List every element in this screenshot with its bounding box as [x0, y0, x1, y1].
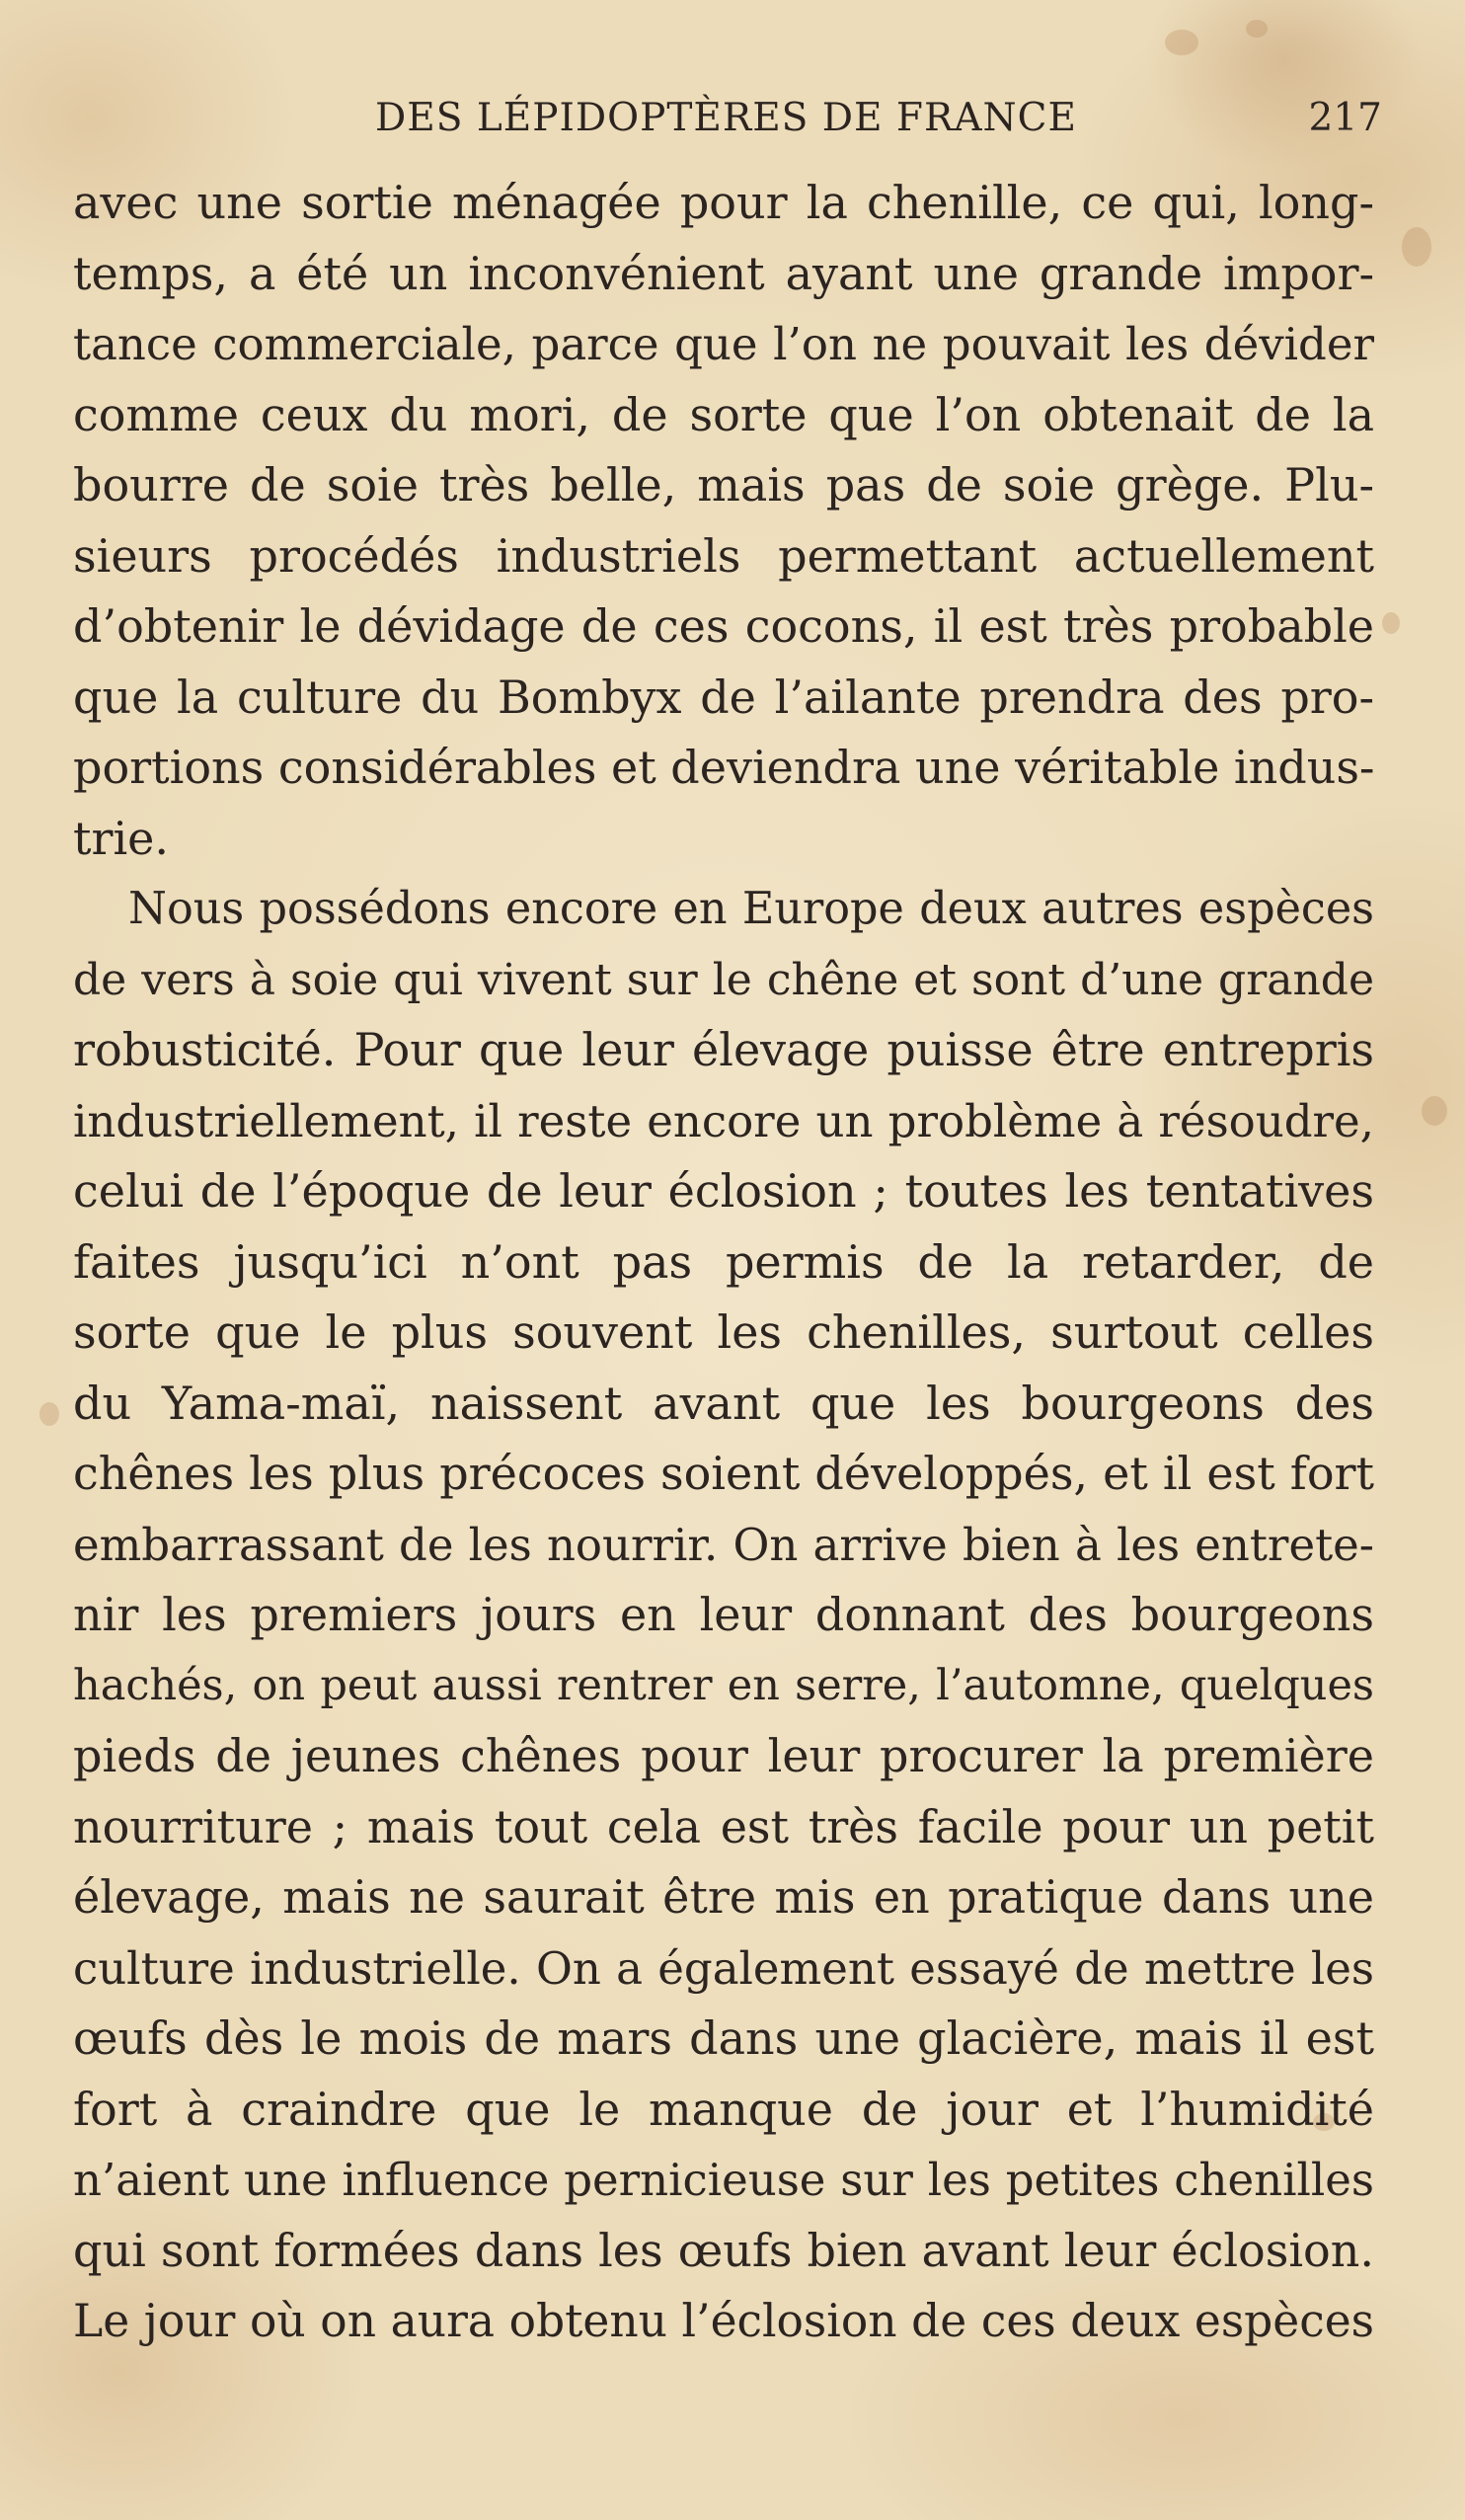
body-text: [73, 168, 1374, 2357]
text-line: hachés, on peut aussi rentrer en serre, l’automne, quelques: [73, 1660, 1374, 1710]
text-line: portions considérables et deviendra une véritable indus-: [73, 741, 1375, 794]
text-line: industriellement, il reste encore un problème à résoudre,: [73, 1094, 1374, 1147]
text-line: robusticité. Pour que leur élevage puisse être entrepris: [73, 1023, 1374, 1076]
text-line: œufs dès le mois de mars dans une glacière, mais il est: [73, 2011, 1374, 2065]
text-line: fort à craindre que le manque de jour et l’humidité: [73, 2082, 1374, 2136]
text-line: que la culture du Bombyx de l’ailante prendra des pro-: [73, 669, 1374, 724]
text-line: temps, a été un inconvénient ayant une grande impor-: [73, 246, 1374, 300]
text-line: nourriture ; mais tout cela est très facile pour un petit: [73, 1799, 1374, 1853]
text-line: n’aient une influence pernicieuse sur les petites chenilles: [73, 2154, 1374, 2206]
text-line: Le jour où on aura obtenu l’éclosion de ces deux espèces: [73, 2295, 1374, 2347]
page-number: 217: [1308, 96, 1382, 140]
text-line: sieurs procédés industriels permettant actuellement: [73, 528, 1374, 583]
text-line: pieds de jeunes chênes pour leur procurer la première: [73, 1729, 1374, 1782]
text-line: du Yama-maï, naissent avant que les bourgeons des: [73, 1376, 1374, 1430]
text-line: celui de l’époque de leur éclosion ; toutes les tentatives: [73, 1164, 1374, 1218]
page-header: [69, 91, 1382, 146]
text-line: élevage, mais ne saurait être mis en pratique dans une: [73, 1870, 1374, 1924]
text-line: avec une sortie ménagée pour la chenille, ce qui, long-: [73, 176, 1374, 229]
text-line: comme ceux du mori, de sorte que l’on obtenait de la: [73, 387, 1374, 441]
text-line: nir les premiers jours en leur donnant des bourgeons: [73, 1588, 1374, 1641]
text-line: embarrassant de les nourrir. On arrive bien à les entrete-: [73, 1518, 1374, 1571]
paragraph-end-line: trie.: [73, 811, 170, 865]
text-line: d’obtenir le dévidage de ces cocons, il est très probable: [73, 599, 1374, 653]
text-line: qui sont formées dans les œufs bien avant leur éclosion.: [73, 2223, 1374, 2277]
text-line: bourre de soie très belle, mais pas de soie grège. Plu-: [73, 458, 1374, 512]
paragraph-first-line: Nous possédons encore en Europe deux autres espèces: [128, 884, 1374, 934]
text-line: sorte que le plus souvent les chenilles, surtout celles: [73, 1305, 1374, 1359]
text-line: culture industrielle. On a également essayé de mettre les: [73, 1941, 1374, 1995]
text-line: tance commerciale, parce que l’on ne pouvait les dévider: [73, 318, 1374, 370]
text-line: de vers à soie qui vivent sur le chêne et sont d’une grande: [73, 954, 1374, 1005]
running-title: DES LÉPIDOPTÈRES DE FRANCE: [375, 96, 1077, 140]
text-line: faites jusqu’ici n’ont pas permis de la retarder, de: [73, 1234, 1374, 1289]
text-line: chênes les plus précoces soient développés, et il est fort: [73, 1447, 1374, 1500]
